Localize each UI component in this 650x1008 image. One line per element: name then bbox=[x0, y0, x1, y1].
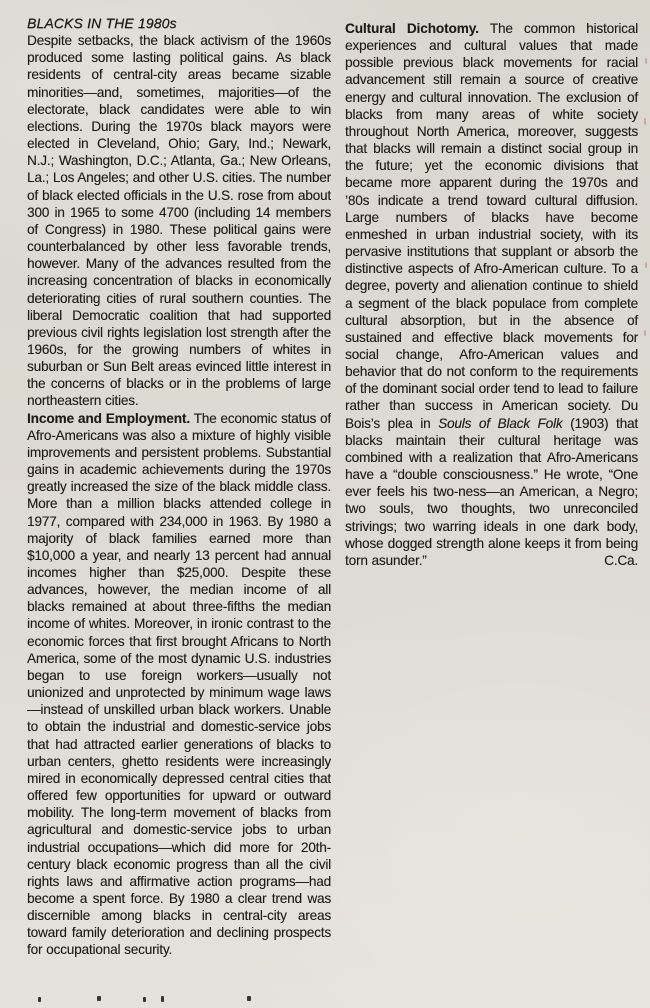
scan-noise-speck bbox=[645, 58, 647, 64]
book-title-souls-of-black-folk: Souls of Black Folk bbox=[438, 415, 563, 431]
income-employment-paragraph bbox=[27, 410, 331, 959]
article-title: BLACKS IN THE 1980s bbox=[27, 15, 177, 31]
scan-cutoff-mark bbox=[143, 997, 146, 1002]
intro-paragraph bbox=[27, 32, 331, 409]
author-initials-byline: C.Ca. bbox=[604, 552, 638, 568]
scan-noise-speck bbox=[644, 118, 646, 125]
scan-cutoff-mark bbox=[247, 996, 251, 1001]
scan-cutoff-mark bbox=[97, 996, 101, 1001]
scan-cutoff-mark bbox=[38, 997, 41, 1002]
cultural-dichotomy-text-1: The common historical experiences and cultural values that made possible previous black movements for racial advancement still remain a source of creative energy and cultural innovation. The exclusion of blacks from many areas of white society throughout North America, moreover, suggests that blacks will remain a distinct social group in the future; yet the economic divisions that became more apparent during the 1970s and ’80s indicate a trend toward cultural diffusion. Large numbers of blacks have become enmeshed in urban industrial society, with its pervasive institutions that supplant or absorb the distinctive aspects of Afro-American culture. To a degree, poverty and alienation continue to shield a segment of the black populace from complete cultural absorption, but in the absence of sustained and effective black movements for social change, Afro-American values and behavior that do not conform to the requirements of the dominant social order tend to lead to failure rather than success in American society. Du Bois’s plea in bbox=[345, 21, 638, 431]
right-column bbox=[345, 20, 638, 569]
scan-noise-dot bbox=[412, 558, 414, 560]
intro-text: Despite setbacks, the black activism of the 1960s produced some lasting political gains. As black residents of central-city areas became sizable minorities—and, sometimes, majorities—of the electorate, black candidates were able to win elections. During the 1970s black mayors were elected in Cleveland, Ohio; Gary, Ind.; Newark, N.J.; Washington, D.C.; Atlanta, Ga.; New Orleans, La.; Los Angeles; and other U.S. cities. The number of black elected officials in the U.S. rose from about 300 in 1965 to some 4700 (including 14 members of Congress) in 1980. These political gains were counterbalanced by other less favorable trends, however. Many of the advances resulted from the increasing concentration of blacks in economically deteriorating cities of rural southern counties. The liberal Democratic coalition that had supported previous civil rights legislation lost strength after the 1960s, for the growing numbers of whites in suburban or Sun Belt areas evinced little interest in the concerns of blacks or in the problems of large northeastern cities. bbox=[27, 33, 331, 409]
income-employment-text: The economic status of Afro-Americans was also a mixture of highly visible improvements and persistent problems. Substantial gains in academic achievements during the 1970s greatly increased the size of the black middle class. More than a million blacks attended college in 1977, compared with 234,000 in 1963. By 1980 a majority of black families earned more than $10,000 a year, and nearly 13 percent had annual incomes higher than $25,000. Despite these advances, however, the median income of all blacks remained at about three-fifths the median income of whites. Moreover, in ironic contrast to the economic forces that first brought Africans to North America, some of the most dynamic U.S. industries began to use foreign workers—usually not unionized and unprotected by minimum wage laws—instead of unskilled urban black workers. Unable to obtain the industrial and domestic-service jobs that had attracted earlier generations of blacks to urban centers, ghetto residents were increasingly mired in economically depressed central cities that offered few opportunities for upward or outward mobility. The long-term movement of blacks from agricultural and domestic-service jobs to urban industrial occupations—which did more for 20th-century black economic progress than all the civil rights laws and affirmative action programs—had become a spent force. By 1980 a clear trend was discernible among blacks in central-city areas toward family deterioration and declining prospects for occupational security. bbox=[27, 410, 331, 958]
cultural-dichotomy-heading: Cultural Dichotomy. bbox=[345, 21, 479, 36]
scan-noise-speck bbox=[644, 330, 646, 336]
scan-noise-speck bbox=[645, 262, 647, 268]
scan-cutoff-mark bbox=[161, 996, 164, 1002]
left-column bbox=[27, 15, 331, 959]
cultural-dichotomy-paragraph bbox=[345, 20, 638, 569]
cultural-dichotomy-text-2: (1903) that blacks maintain their cultural heritage was combined with a realization that Afro-Americans have a “double consciousness.” He wrote, “One ever feels his two-ness—an American, a Negro; two souls, two thoughts, two unreconciled strivings; two warring ideals in one dark body, whose dogged strength alone keeps it from being torn asunder.” bbox=[345, 415, 638, 568]
income-employment-heading: Income and Employment. bbox=[27, 410, 190, 426]
